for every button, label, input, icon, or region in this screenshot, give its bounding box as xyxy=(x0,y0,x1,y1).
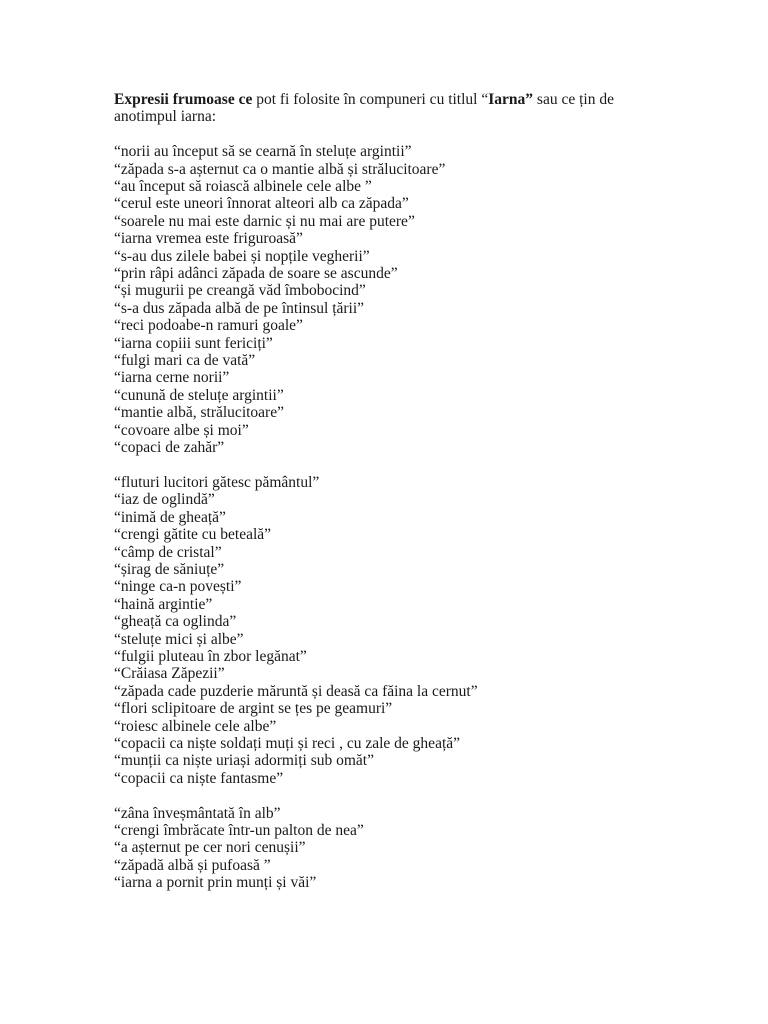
expression-line: “zăpadă albă și pufoasă ” xyxy=(114,856,271,874)
expression-line: “iarna copiii sunt fericiți” xyxy=(114,334,273,352)
expression-line: “norii au început să se cearnă în steluțe argintii” xyxy=(114,143,412,161)
document-content xyxy=(114,91,614,909)
expression-line: “iarna a pornit prin munți și văi” xyxy=(114,874,317,892)
intro-bold-lead: Expresii frumoase ce xyxy=(114,91,253,108)
intro-text-end: sau ce țin de anotimpul iarna: xyxy=(114,91,614,126)
expression-line: “fulgii pluteau în zbor legănat” xyxy=(114,647,307,665)
expression-line: “copacii ca niște soldați muți și reci , cu zale de gheață” xyxy=(114,735,461,752)
expression-block-1 xyxy=(114,143,614,456)
expression-line: “au început să roiască albinele cele albe ” xyxy=(114,178,372,196)
expression-line: “zăpada cade puzderie măruntă și deasă ca făina la cernut” xyxy=(114,682,478,700)
expression-block-2 xyxy=(114,474,614,787)
expression-line: “soarele nu mai este darnic și nu mai are putere” xyxy=(114,212,415,230)
expression-line: “fluturi lucitori gătesc pământul” xyxy=(114,473,320,491)
expression-line: “covoare albe și moi” xyxy=(114,421,249,439)
expression-line: “iarna vremea este friguroasă” xyxy=(114,230,303,248)
expression-line: “fulgi mari ca de vată” xyxy=(114,352,256,370)
expression-line: “inimă de gheață” xyxy=(114,508,226,526)
expression-block-3 xyxy=(114,805,614,892)
expression-line: “a așternut pe cer nori cenușii” xyxy=(114,839,306,857)
expression-line: “reci podoabe-n ramuri goale” xyxy=(114,317,303,335)
expression-line: “roiesc albinele cele albe” xyxy=(114,717,277,735)
expression-line: “flori sclipitoare de argint se țes pe geamuri” xyxy=(114,700,393,718)
intro-title: Iarna” xyxy=(488,91,534,108)
expression-line: “copacii ca niște fantasme” xyxy=(114,769,284,787)
expression-line: “s-au dus zilele babei și nopțile vegherii” xyxy=(114,247,370,265)
expression-line: “zâna înveșmântată în alb” xyxy=(114,804,281,822)
intro-paragraph xyxy=(114,91,614,126)
expression-line: “copaci de zahăr” xyxy=(114,439,225,457)
expression-line: “iaz de oglindă” xyxy=(114,491,215,509)
expression-line: “zăpada s-a așternut ca o mantie albă și strălucitoare” xyxy=(114,160,446,178)
expression-line: “cerul este uneori înnorat alteori alb ca zăpada” xyxy=(114,195,409,213)
expression-line: “iarna cerne norii” xyxy=(114,369,230,387)
intro-text: pot fi folosite în compuneri cu titlul “ xyxy=(252,91,489,108)
expression-line: “șirag de săniuțe” xyxy=(114,560,225,578)
expression-line: “crengi gătite cu beteală” xyxy=(114,526,272,544)
expression-line: “Crăiasa Zăpezii” xyxy=(114,665,225,683)
expression-line: “crengi îmbrăcate într-un palton de nea” xyxy=(114,822,364,840)
expression-line: “și mugurii pe creangă văd îmbobocind” xyxy=(114,282,366,300)
expression-line: “cunună de steluțe argintii” xyxy=(114,386,284,404)
expression-line: “câmp de cristal” xyxy=(114,543,222,561)
expression-line: “gheață ca oglinda” xyxy=(114,613,237,631)
expression-line: “ninge ca-n povești” xyxy=(114,578,242,596)
expression-line: “munții ca niște uriași adormiți sub omăt” xyxy=(114,752,374,770)
expression-line: “s-a dus zăpada albă de pe întinsul țării” xyxy=(114,299,365,317)
expression-line: “steluțe mici și albe” xyxy=(114,630,244,648)
expression-line: “haină argintie” xyxy=(114,595,213,613)
expression-line: “mantie albă, strălucitoare” xyxy=(114,404,284,422)
expression-line: “prin râpi adânci zăpada de soare se ascunde” xyxy=(114,265,398,283)
